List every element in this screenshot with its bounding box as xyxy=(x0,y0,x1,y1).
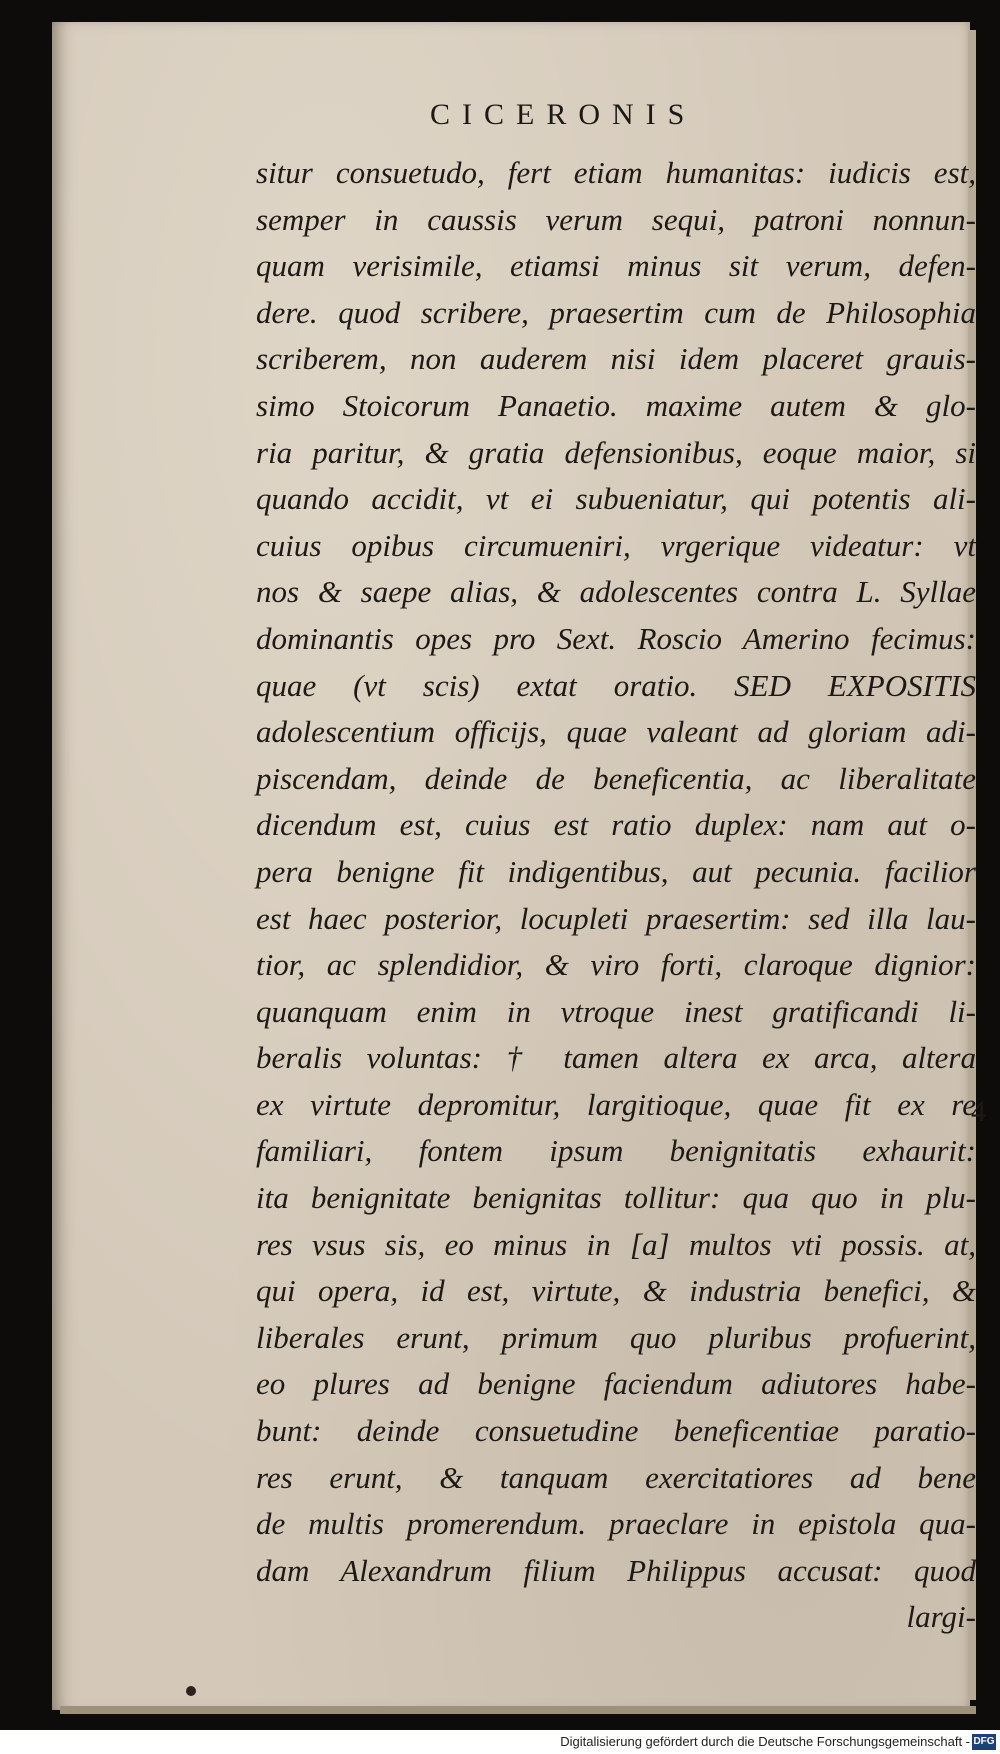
text-line: dere. quod scribere, praesertim cum de Philosophia xyxy=(256,294,976,330)
text-line: dicendum est, cuius est ratio duplex: nam aut o- xyxy=(256,807,976,843)
digitization-credit: Digitalisierung gefördert durch die Deutsche Forschungsgemeinschaft - xyxy=(560,1734,970,1749)
text-line: ex virtute depromitur, largitioque, quae fit ex re xyxy=(256,1086,976,1122)
text-line: res erunt, & tanquam exercitatiores ad bene xyxy=(256,1459,976,1495)
dfg-logo-icon: DFG xyxy=(972,1734,996,1750)
text-line: quando accidit, vt ei subueniatur, qui potentis ali- xyxy=(256,481,976,517)
body-text xyxy=(256,150,976,1641)
text-line: de multis promerendum. praeclare in epistola qua- xyxy=(256,1506,976,1542)
text-line: dam Alexandrum filium Philippus accusat: quod xyxy=(256,1552,976,1588)
text-line: bunt: deinde consuetudine beneficentiae paratio- xyxy=(256,1413,976,1449)
text-line: adolescentium officijs, quae valeant ad gloriam adi- xyxy=(256,714,976,750)
text-line: est haec posterior, locupleti praesertim: sed illa lau- xyxy=(256,900,976,936)
margin-note-number: 4 xyxy=(971,1095,986,1128)
text-line: simo Stoicorum Panaetio. maxime autem & glo- xyxy=(256,387,976,423)
text-line: liberales erunt, primum quo pluribus profuerint, xyxy=(256,1319,976,1355)
page-edge-bottom xyxy=(60,1706,976,1714)
text-line: res vsus sis, eo minus in [a] multos vti possis. at, xyxy=(256,1226,976,1262)
catchword: largi- xyxy=(906,1599,976,1635)
text-line: cuius opibus circumueniri, vrgerique videatur: vt xyxy=(256,527,976,563)
text-line: ita benignitate benignitas tollitur: qua quo in plu- xyxy=(256,1180,976,1216)
text-line: ria paritur, & gratia defensionibus, eoque maior, si xyxy=(256,434,976,470)
text-line: beralis voluntas: † tamen altera ex arca, altera xyxy=(256,1040,976,1076)
text-line: tior, ac splendidior, & viro forti, claroque dignior: xyxy=(256,947,976,983)
text-line: pera benigne fit indigentibus, aut pecunia. facilior xyxy=(256,853,976,889)
text-line: eo plures ad benigne faciendum adiutores habe- xyxy=(256,1366,976,1402)
text-line: familiari, fontem ipsum benignitatis exhaurit: xyxy=(256,1133,976,1169)
running-head: CICERONIS xyxy=(430,98,697,131)
text-line: piscendam, deinde de beneficentia, ac liberalitate xyxy=(256,760,976,796)
text-line: scriberem, non auderem nisi idem placeret grauis- xyxy=(256,341,976,377)
text-line: qui opera, id est, virtute, & industria benefici, & xyxy=(256,1273,976,1309)
text-line: quae (vt scis) extat oratio. SED EXPOSITIS xyxy=(256,667,976,703)
text-line: quam verisimile, etiamsi minus sit verum, defen- xyxy=(256,248,976,284)
text-line: semper in caussis verum sequi, patroni nonnun- xyxy=(256,201,976,237)
ink-spot xyxy=(186,1686,196,1696)
text-line: situr consuetudo, fert etiam humanitas: iudicis est, xyxy=(256,155,976,190)
text-line: quanquam enim in vtroque inest gratificandi li- xyxy=(256,993,976,1029)
text-line: nos & saepe alias, & adolescentes contra L. Syllae xyxy=(256,574,976,610)
text-line: dominantis opes pro Sext. Roscio Amerino fecimus: xyxy=(256,620,976,656)
